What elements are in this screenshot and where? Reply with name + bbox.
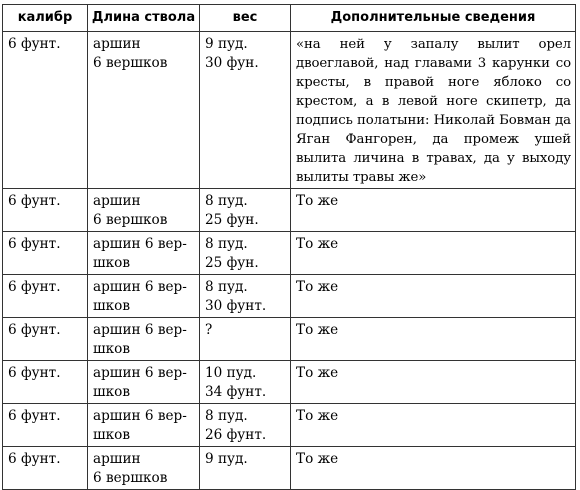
cell-caliber: 6 фунт.: [3, 361, 88, 404]
header-weight: вес: [200, 5, 291, 32]
document-table: [2, 4, 576, 490]
table-row: [3, 318, 576, 361]
table-row: [3, 189, 576, 232]
cell-notes: То же: [291, 447, 576, 490]
cell-caliber: 6 фунт.: [3, 189, 88, 232]
header-additional-info: Дополнительные сведения: [291, 5, 576, 32]
cell-weight: 8 пуд. 30 фунт.: [200, 275, 291, 318]
header-barrel-length: Длина ствола: [88, 5, 200, 32]
table-row: [3, 361, 576, 404]
cell-notes: То же: [291, 404, 576, 447]
cell-length: аршин 6 вер- шков: [88, 275, 200, 318]
cell-weight: 8 пуд. 25 фун.: [200, 189, 291, 232]
cell-weight: 9 пуд.: [200, 447, 291, 490]
cell-weight: 10 пуд. 34 фунт.: [200, 361, 291, 404]
cell-notes: То же: [291, 189, 576, 232]
header-caliber: калибр: [3, 5, 88, 32]
cell-notes: То же: [291, 318, 576, 361]
cell-weight: ?: [200, 318, 291, 361]
cell-caliber: 6 фунт.: [3, 275, 88, 318]
cell-length: аршин 6 вершков: [88, 447, 200, 490]
cell-length: аршин 6 вершков: [88, 32, 200, 189]
table-header-row: [3, 5, 576, 32]
cell-weight: 8 пуд. 25 фун.: [200, 232, 291, 275]
table-row: [3, 404, 576, 447]
cell-notes: То же: [291, 275, 576, 318]
cell-length: аршин 6 вер- шков: [88, 232, 200, 275]
cell-length: аршин 6 вер- шков: [88, 361, 200, 404]
table-row: [3, 275, 576, 318]
cell-caliber: 6 фунт.: [3, 447, 88, 490]
table-row: [3, 232, 576, 275]
cell-caliber: 6 фунт.: [3, 318, 88, 361]
table-row: [3, 447, 576, 490]
cell-caliber: 6 фунт.: [3, 404, 88, 447]
cell-length: аршин 6 вер- шков: [88, 318, 200, 361]
cell-caliber: 6 фунт.: [3, 232, 88, 275]
cell-notes: «на ней у запалу вылит орел двоеглавой, над главами 3 карунки со кресты, в правой ноге яблоко со крестом, а в левой ноге скипетр, да подпись полатыни: Николай Бовман да Яган Фангорен, да промеж ушей вылита личина в травах, да у выходу вылиты травы же»: [291, 32, 576, 189]
cell-notes: То же: [291, 232, 576, 275]
cell-weight: 8 пуд. 26 фунт.: [200, 404, 291, 447]
cell-length: аршин 6 вершков: [88, 189, 200, 232]
cell-caliber: 6 фунт.: [3, 32, 88, 189]
cell-length: аршин 6 вер- шков: [88, 404, 200, 447]
table-row: [3, 32, 576, 189]
cell-notes: То же: [291, 361, 576, 404]
cell-weight: 9 пуд. 30 фун.: [200, 32, 291, 189]
